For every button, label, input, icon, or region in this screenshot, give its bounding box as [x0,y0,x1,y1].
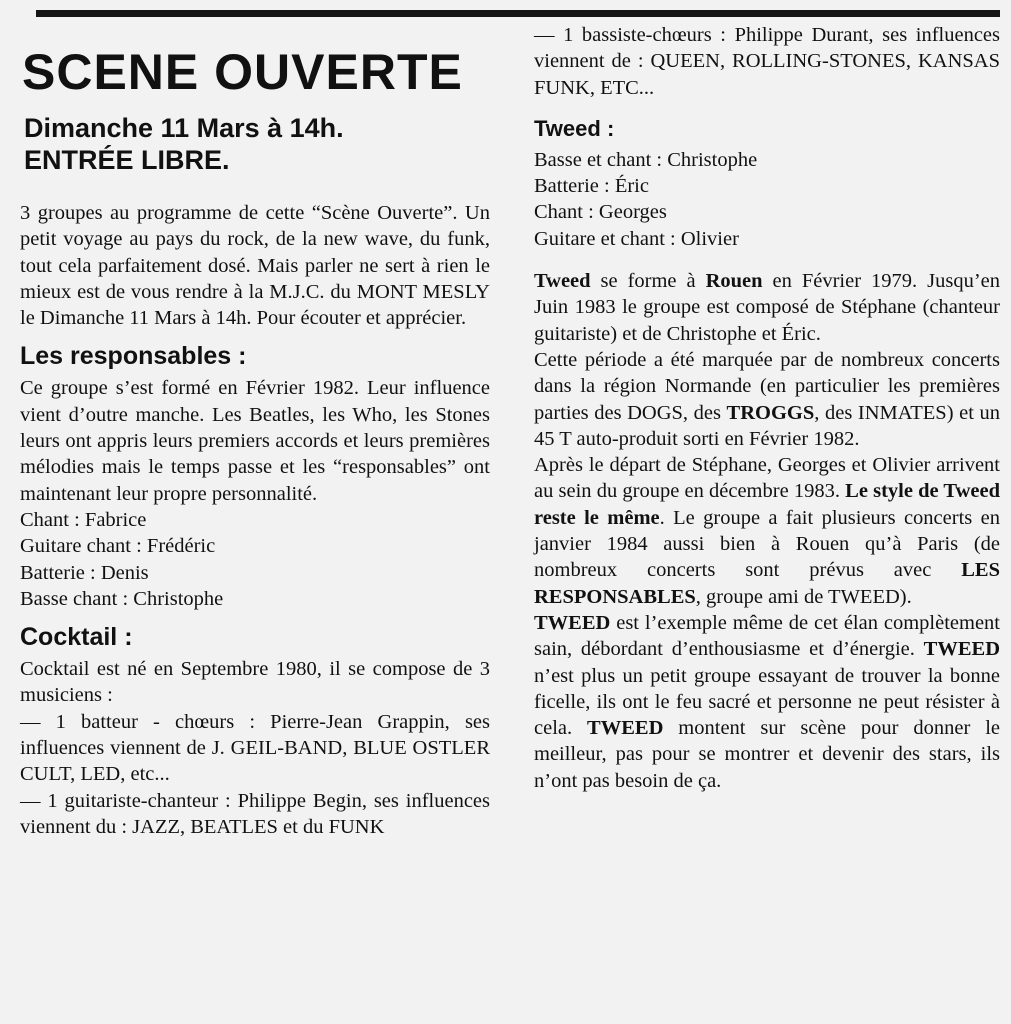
text-run: n’est plus un petit groupe essayant de trouver la bonne ficelle, ils ont le feu sacré et personne ne peut résister à cela. [534,664,1000,740]
spacer [534,252,1000,268]
bold-text: TROGGS [726,401,815,424]
date-line: Dimanche 11 Mars à 14h. [24,113,344,143]
section-heading-cocktail: Cocktail : [20,623,133,652]
text-run: est l’exemple même de cet élan complètement sain, débordant d’enthousiasme et d’énergie. [534,611,1000,661]
member-line: Batterie : Denis [20,561,149,584]
tweed-paragraph-conclusion [534,610,1000,794]
cocktail-paragraph: Cocktail est né en Septembre 1980, il se compose de 3 musiciens : [20,658,490,707]
tweed-paragraph-history [534,268,1000,347]
top-rule [36,10,1000,17]
page-title: SCENE OUVERTE [22,44,463,100]
member-line: Chant : Georges [534,201,667,224]
bold-text: Rouen [705,270,763,293]
text-run: se forme à [590,270,706,293]
member-line: Basse chant : Christophe [20,587,224,610]
tweed-paragraph-lineup [534,452,1000,610]
left-column [20,44,490,840]
text-run: . Le groupe a fait plusieurs concerts en janvier 1984 aussi bien à Rouen qu’à Paris (de nombreux concerts sont prévus avec [534,506,1000,582]
intro-paragraph: 3 groupes au programme de cette “Scène Ouverte”. Un petit voyage au pays du rock, de la new wave, du funk, tout cela parfaitement dosé. Mais parler ne sert à rien le mieux est de vous rendre à la M.J.C. du MONT MESLY le Dimanche 11 Mars à 14h. Pour écouter et apprécier. [20,202,490,330]
responsables-paragraph: Ce groupe s’est formé en Février 1982. Leur influence vient d’outre manche. Les Beatles, les Who, les Stones leurs ont appris leurs premiers accords et leurs premières mélodies mais le temps passe et les “responsables” ont maintenant leur propre personnalité. [20,377,490,505]
text-run: Cette période a été marquée par de nombreux concerts dans la région Normande (en particulier les premières parties des DOGS, des [534,348,1000,424]
text-run: , des INMATES) et un 45 T auto-produit sorti en Février 1982. [534,401,1000,450]
cocktail-item-bassist: — 1 bassiste-chœurs : Philippe Durant, ses influences viennent de : QUEEN, ROLLING-STONES, KANSAS FUNK, ETC... [534,24,1000,99]
cocktail-item-drummer: — 1 batteur - chœurs : Pierre-Jean Grappin, ses influences viennent de J. GEIL-BAND, BLUE OSTLER CULT, LED, etc... [20,710,490,786]
member-line: Chant : Fabrice [20,508,147,531]
responsables-members [20,507,490,612]
text-run: , groupe ami de TWEED). [695,585,912,608]
bold-text: TWEED [923,638,1000,661]
cocktail-item-guitarist: — 1 guitariste-chanteur : Philippe Begin, ses influences viennent du : JAZZ, BEATLES et du FUNK [20,789,490,838]
member-line: Guitare chant : Frédéric [20,535,216,558]
bold-text: Le style de Tweed reste le même [534,480,1000,529]
member-line: Batterie : Éric [534,175,649,198]
member-line: Guitare et chant : Olivier [534,227,739,250]
bold-text: TWEED [534,611,611,634]
text-run: Après le départ de Stéphane, Georges et Olivier arrivent au sein du groupe en décembre 1983. [534,454,1000,503]
bold-text: Tweed [534,270,591,293]
bold-text: TWEED [587,717,664,740]
text-run: montent sur scène pour donner le meilleur, pas pour se montrer et devenir des stars, ils n’ont pas besoin de ça. [534,717,1000,792]
entry-line: ENTRÉE LIBRE. [24,145,230,175]
bold-text: LES RESPONSABLES [534,559,1000,608]
right-column [534,22,1000,794]
section-heading-tweed: Tweed : [534,115,615,141]
tweed-members [534,147,1000,252]
tweed-paragraph-concerts [534,347,1000,452]
text-run: en Février 1979. Jusqu’en Juin 1983 le groupe est composé de Stéphane (chanteur guitariste) et de Christophe et Éric. [534,270,1000,345]
section-heading-responsables: Les responsables : [20,342,247,371]
member-line: Basse et chant : Christophe [534,148,758,171]
date-subheading [24,112,490,176]
